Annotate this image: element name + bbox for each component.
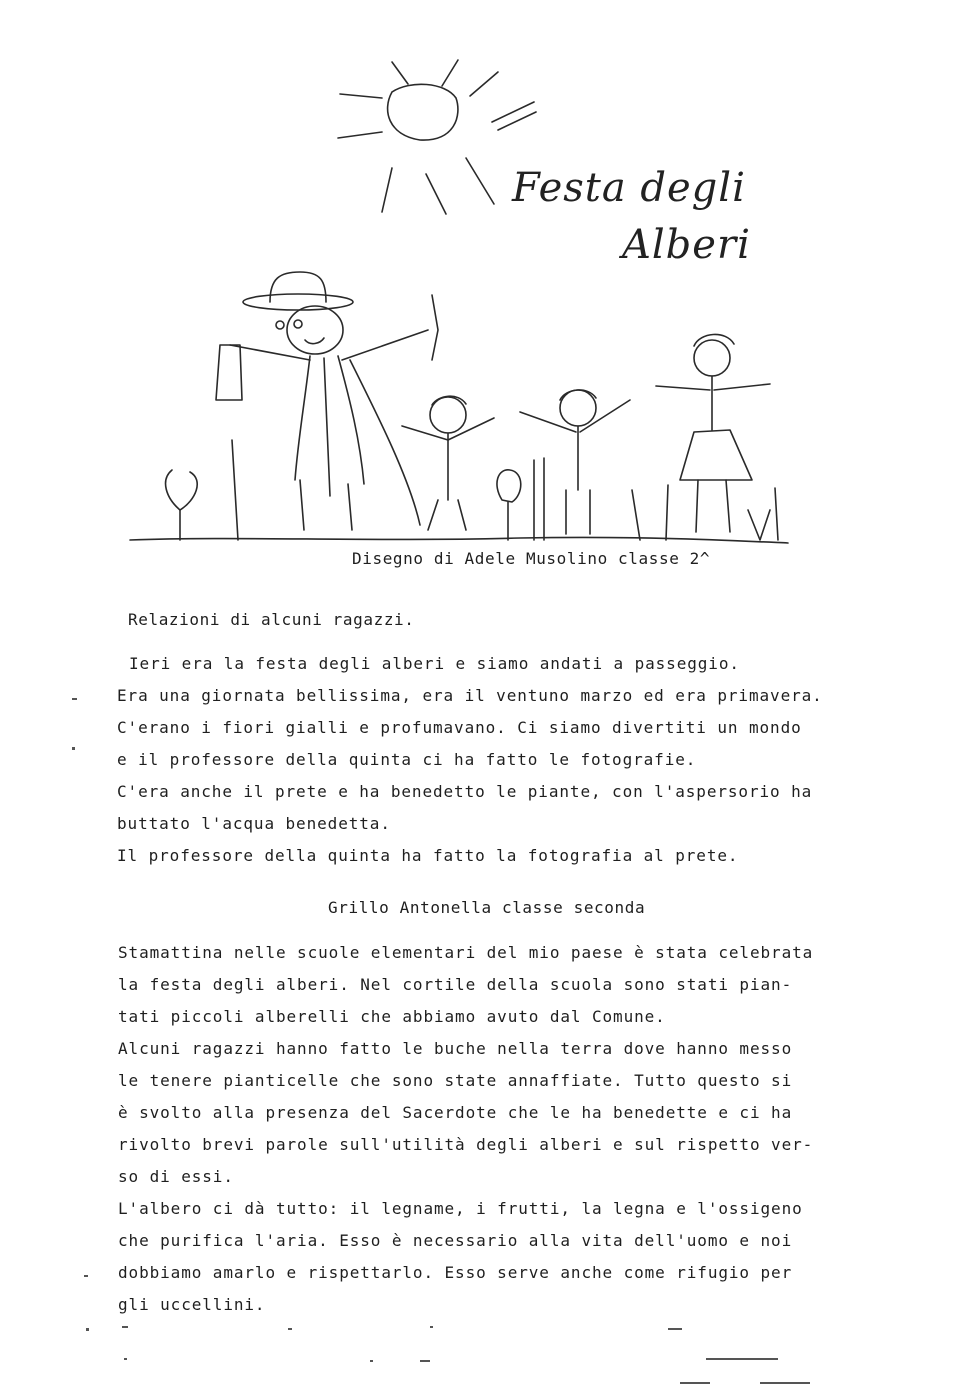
child-drawing: [120, 40, 800, 550]
boy-figure: [520, 390, 630, 534]
report-2-line: L'albero ci dà tutto: il legname, i frutti, la legna e l'ossigeno: [118, 1199, 803, 1218]
man-figure: [216, 272, 438, 530]
drawing-title-line-1: Festa degli: [512, 165, 746, 211]
report-2-line: è svolto alla presenza del Sacerdote che le ha benedette e ci ha: [118, 1103, 793, 1122]
tall-girl-figure: [656, 334, 770, 532]
report-1-line: e il professore della quinta ci ha fatto le fotografie.: [117, 750, 697, 769]
report-1-line: C'erano i fiori gialli e profumavano. Ci siamo divertiti un mondo: [117, 718, 802, 737]
report-2-line: le tenere pianticelle che sono state annaffiate. Tutto questo si: [118, 1071, 793, 1090]
report-2-line: che purifica l'aria. Esso è necessario alla vita dell'uomo e noi: [118, 1231, 793, 1250]
sun-drawing: [338, 60, 536, 214]
ground-line: [130, 537, 788, 543]
report-2-line: rivolto brevi parole sull'utilità degli alberi e sul rispetto ver-: [118, 1135, 814, 1154]
report-1-line: Ieri era la festa degli alberi e siamo andati a passeggio.: [129, 654, 740, 673]
report-1-author: Grillo Antonella classe seconda: [328, 898, 646, 917]
scan-mark: [72, 747, 75, 750]
report-2-line: tati piccoli alberelli che abbiamo avuto dal Comune.: [118, 1007, 666, 1026]
report-2-line: Alcuni ragazzi hanno fatto le buche nella terra dove hanno messo: [118, 1039, 793, 1058]
report-2-line: gli uccellini.: [118, 1295, 266, 1314]
report-2-line: Stamattina nelle scuole elementari del mio paese è stata celebrata: [118, 943, 814, 962]
drawing-title-line-2: Alberi: [622, 222, 751, 268]
section-heading: Relazioni di alcuni ragazzi.: [128, 610, 415, 629]
report-2-paragraph: [118, 937, 878, 1321]
report-1-line: Era una giornata bellissima, era il ventuno marzo ed era primavera.: [117, 686, 823, 705]
scan-mark: [84, 1275, 88, 1277]
report-1-line: C'era anche il prete e ha benedetto le piante, con l'aspersorio ha: [117, 782, 813, 801]
report-1-line: Il professore della quinta ha fatto la fotografia al prete.: [117, 846, 739, 865]
drawing-caption: Disegno di Adele Musolino classe 2^: [352, 549, 711, 568]
report-2-line: so di essi.: [118, 1167, 234, 1186]
report-2-line: dobbiamo amarlo e rispettarlo. Esso serve anche come rifugio per: [118, 1263, 793, 1282]
report-2-line: la festa degli alberi. Nel cortile della scuola sono stati pian-: [118, 975, 793, 994]
report-1-line: buttato l'acqua benedetta.: [117, 814, 391, 833]
scan-mark: [72, 698, 77, 700]
footer-scan-marks: [0, 1320, 960, 1386]
report-1-paragraph: [117, 648, 877, 872]
plants-drawing: [166, 440, 778, 540]
